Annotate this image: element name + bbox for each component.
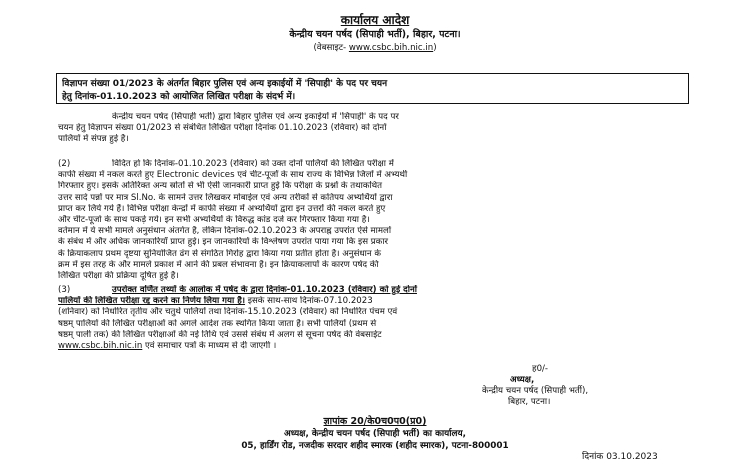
paragraph-2-line: गिरफ्तार हुए। इसके अतिरिक्त अन्य स्रोतों से भी ऐसी जानकारी प्राप्त हुई कि परीक्षा के प्रश्नों के तथाकथित [58,181,383,192]
website-prefix: (वेबसाइट- [313,43,349,53]
signature-office: केन्द्रीय चयन पर्षद (सिपाही भर्ती), [482,386,589,396]
website-link-bottom[interactable]: www.csbc.bih.nic.in [58,341,143,352]
paragraph-2-line: क्रम में इस तरह के और मामले प्रकाश में आने की प्रबल संभावना है। इन क्रियाकलापों के कारण पर्षद की [58,259,379,270]
paragraph-3 [58,285,692,352]
decision-highlight-text: पालियों की लिखित परीक्षा रद्द करने का निर्णय लिया गया है। [58,296,246,307]
paragraph-1-line: चयन हेतु विज्ञापन संख्या 01/2023 से संबंधित लिखित परीक्षा दिनांक 01.10.2023 (रविवार) को दोनों [58,123,387,134]
subject-line-1: विज्ञापन संख्या 01/2023 के अंतर्गत बिहार पुलिस एवं अन्य इकाईयों में 'सिपाही' के पद पर चयन [62,79,388,89]
subject-line-2: हेतु दिनांक-01.10.2023 को आयोजित लिखित परीक्षा के संदर्भ में। [62,92,296,102]
decision-highlight-line-1: उपरोक्त वर्णित तथ्यों के आलोक में पर्षद के द्वारा दिनांक-01.10.2023 (रविवार) को हुई दोनों [112,285,417,295]
paragraph-1-line: केन्द्रीय चयन पर्षद (सिपाही भर्ती) द्वारा बिहार पुलिस एवं अन्य इकाईयों में 'सिपाही' के पद पर [112,112,399,122]
decision-rest-text: इसके साथ-साथ दिनांक-07.10.2023 [245,296,373,307]
signature-designation: अध्यक्ष, [510,375,535,385]
footer-address: 05, हार्डिंग रोड, नजदीक सरदार शहीद स्मारक (शहीद स्मारक), पटना-800001 [241,441,509,451]
page-title: कार्यालय आदेश [340,13,410,27]
paragraph-2-line: प्राप्त कर लिये गये हैं। विभिन्न परीक्षा केन्द्रों में काफी संख्या में अभ्यर्थियों द्वारा इन उत्तरों की नकल करते हुए [58,203,386,214]
paragraph-2-line: और चीट-पूर्जा के साथ पकड़े गये। इन सभी अभ्यर्थियों के विरुद्ध कांड दर्ज कर गिरफ्तार किया गया है। [58,215,370,226]
decision-highlight-line-2 [58,296,692,307]
footer-date: दिनांक 03.10.2023 [582,452,658,462]
memo-number: ज्ञापांक 20/के0च0प0(प्र0) [323,416,427,427]
paragraph-2-line: के संबंध में और अधिक जानकारियाँ प्राप्त हुई। इन जानकारियों के विश्लेषण उपरांत पाया गया कि इस प्रकार [58,237,388,248]
organization-name: केन्द्रीय चयन पर्षद (सिपाही भर्ती), बिहार, पटना। [289,29,461,40]
paragraph-2-line: के क्रियाकलाप प्रथम दृष्टया सुनियोजित ढंग से संगठित गिरोह द्वारा किया गया प्रतीत होता है। अनुसंधान के [58,248,381,259]
paragraph-3-last-text: एवं समाचार पत्रों के माध्यम से दी जाएगी । [142,341,277,352]
footer-office: अध्यक्ष, केन्द्रीय चयन पर्षद (सिपाही भर्ती) का कार्यालय, [284,429,466,439]
paragraph-2-line: उत्तर सादे पन्नों पर मात्र Sl.No. के सामने उत्तर लिखकर मोबाईल एवं अन्य तरीकों से कतिपय अभ्यर्थियों द्वारा [58,192,393,203]
paragraph-2-line: काफी संख्या में नकल करते हुए Electronic devices एवं चीट-पूर्जों के साथ राज्य के विभिन्न जिलों में अभ्यर्थी [58,170,408,181]
paragraph-2-line: वर्तमान में ये सभी मामले अनुसंधान अंतर्गत है, लेकिन दिनांक-02.10.2023 के अपराह्न उपरांत ऐसे मामलों [58,226,392,237]
paragraph-1 [58,112,692,146]
website-suffix: ) [433,43,437,53]
paragraph-3-last-line [58,341,692,352]
website-line [0,41,750,53]
paragraph-1-line: पालियों में संपन्न हुई है। [58,134,129,145]
paragraph-2-line: लिखित परीक्षा की प्रक्रिया दूषित हुई है। [58,271,179,282]
paragraph-2-number: (2) [58,159,71,169]
paragraph-3-line: षष्ठम् पालियों की लिखित परीक्षाओं को अगले आदेश तक स्थगित किया जाता है। सभी पालियों (प्रथम से [58,318,377,329]
paragraph-3-line: षष्ठम् पाली तक) की लिखित परीक्षाओं की नई तिथि एवं उससे संबंध में अलग से सूचना पर्षद की वेबसाईट [58,329,382,340]
paragraph-3-line: (शनिवार) को निर्धारित तृतीय और चतुर्थ पालियों तथा दिनांक-15.10.2023 (रविवार) को निर्धारित पंचम एवं [58,307,398,318]
signature-mark: ह0/- [532,364,549,374]
paragraph-3-number: (3) [58,285,71,295]
paragraph-2-line: विदित हो कि दिनांक-01.10.2023 (रविवार) को उक्त दोनों पालियों की लिखित परीक्षा में [112,159,394,169]
signature-place: बिहार, पटना। [508,397,551,407]
website-link[interactable]: www.csbc.bih.nic.in [348,43,434,53]
paragraph-2 [58,159,692,282]
